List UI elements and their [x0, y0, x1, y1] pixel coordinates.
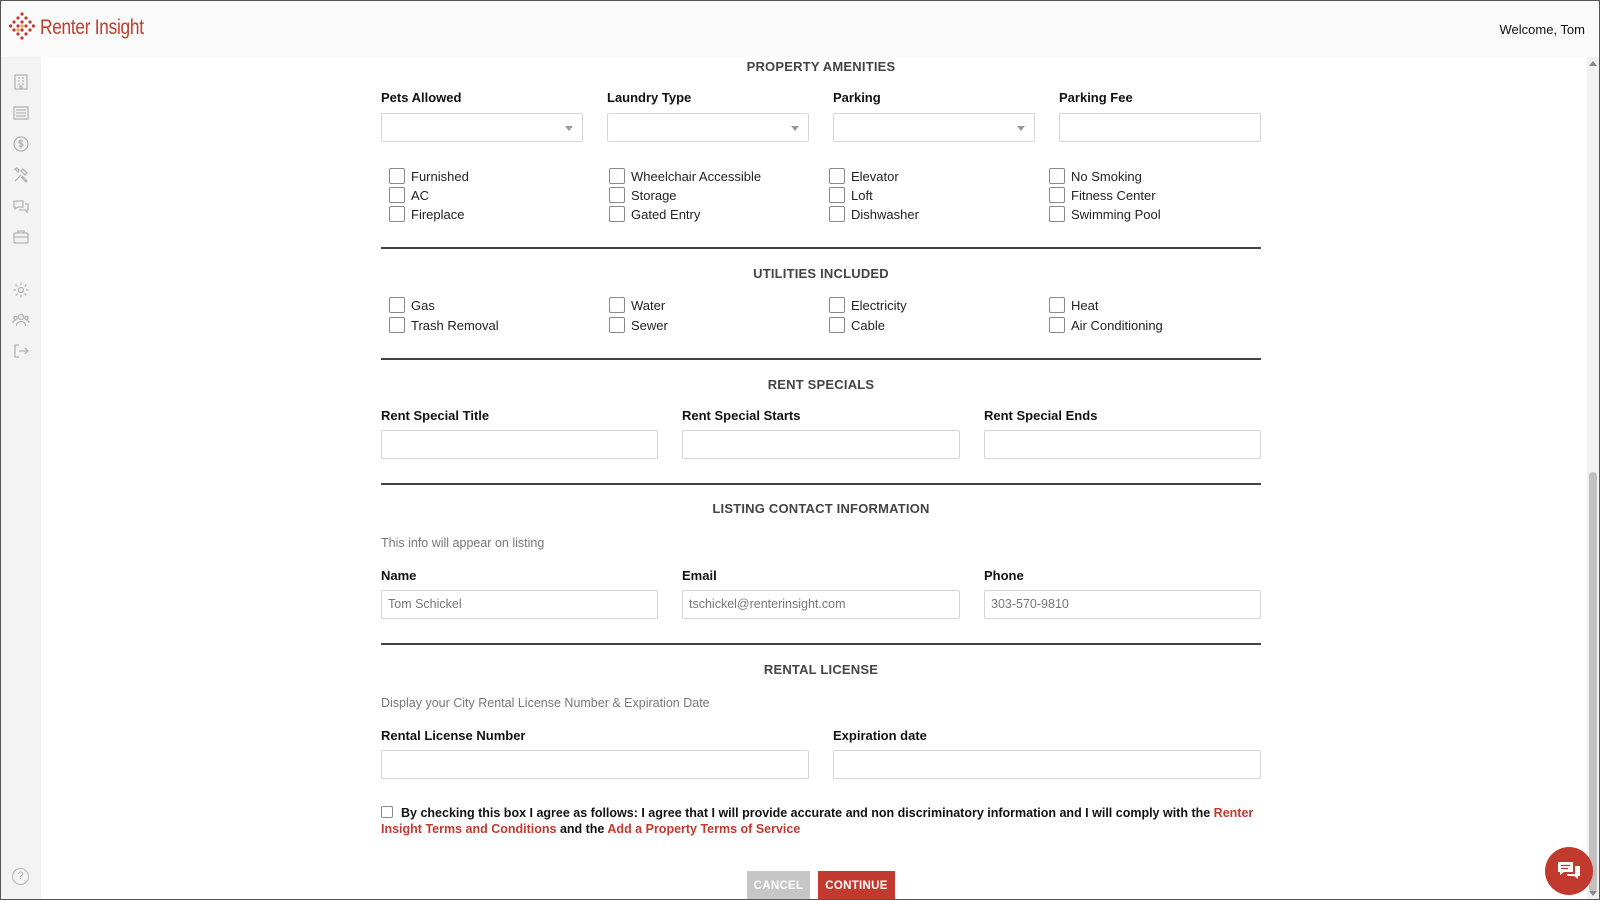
checkbox-label: Water	[631, 297, 666, 313]
amenity-checkbox-storage[interactable]	[609, 187, 677, 203]
checkbox[interactable]	[829, 297, 845, 313]
checkbox-label: Gated Entry	[631, 206, 701, 222]
license-title: RENTAL LICENSE	[763, 662, 879, 677]
checkbox-label: Furnished	[411, 168, 469, 184]
contact-email-label: Email	[682, 568, 717, 583]
contact-helper-text: This info will appear on listing	[381, 536, 545, 550]
scroll-down-arrow-icon[interactable]	[1589, 891, 1597, 896]
contact-name-input[interactable]: Tom Schickel	[381, 590, 658, 619]
amenity-checkbox-gated-entry[interactable]	[609, 206, 700, 222]
utility-checkbox-air-conditioning[interactable]	[1049, 317, 1163, 333]
checkbox[interactable]	[389, 206, 405, 222]
terms-conditions-link[interactable]: Renter Insight Terms and Conditions	[381, 806, 1254, 836]
checkbox-label: AC	[411, 187, 430, 203]
utility-checkbox-electricity[interactable]	[829, 297, 907, 313]
checkbox[interactable]	[609, 168, 625, 184]
top-bar	[1, 1, 1599, 57]
checkbox-label: Electricity	[851, 297, 907, 313]
scrollbar[interactable]	[1587, 57, 1599, 900]
checkbox-label: Loft	[851, 187, 873, 203]
terms-agreement	[381, 805, 1261, 837]
checkbox[interactable]	[829, 317, 845, 333]
utility-checkbox-water[interactable]	[609, 297, 665, 313]
list-icon[interactable]	[11, 103, 31, 123]
chat-icon[interactable]	[11, 196, 31, 216]
rent-special-starts-input[interactable]	[682, 430, 960, 459]
chat-bubble-icon	[1556, 860, 1582, 882]
amenity-checkbox-elevator[interactable]	[829, 168, 899, 184]
checkbox-label: Dishwasher	[851, 206, 919, 222]
building-icon[interactable]	[11, 72, 31, 92]
license-number-input[interactable]	[381, 750, 809, 779]
chat-widget-button[interactable]	[1545, 847, 1593, 895]
expiration-date-input[interactable]	[833, 750, 1261, 779]
contact-title: LISTING CONTACT INFORMATION	[712, 501, 930, 516]
logo-mark-icon	[9, 11, 35, 45]
chevron-down-icon	[1017, 126, 1025, 131]
checkbox-label: Trash Removal	[411, 317, 499, 333]
checkbox-label: Storage	[631, 187, 677, 203]
contact-phone-label: Phone	[984, 568, 1024, 583]
amenity-checkbox-ac[interactable]	[389, 187, 429, 203]
expiration-date-label: Expiration date	[833, 728, 927, 743]
parking-select[interactable]	[833, 113, 1035, 142]
utilities-title: UTILITIES INCLUDED	[753, 266, 889, 281]
amenity-checkbox-furnished[interactable]	[389, 168, 469, 184]
checkbox[interactable]	[1049, 317, 1065, 333]
checkbox-label: Sewer	[631, 317, 668, 333]
terms-of-service-link[interactable]: Add a Property Terms of Service	[607, 822, 801, 836]
rent-special-starts-label: Rent Special Starts	[682, 408, 801, 423]
scroll-thumb[interactable]	[1589, 472, 1597, 892]
checkbox[interactable]	[609, 206, 625, 222]
amenity-checkbox-dishwasher[interactable]	[829, 206, 919, 222]
dollar-icon[interactable]	[11, 134, 31, 154]
help-icon[interactable]: ?	[12, 868, 29, 885]
app-name: Renter Insight	[40, 16, 144, 39]
logout-icon[interactable]	[11, 341, 31, 361]
section-divider	[381, 483, 1261, 485]
section-divider	[381, 643, 1261, 645]
gear-icon[interactable]	[11, 280, 31, 300]
utility-checkbox-gas[interactable]	[389, 297, 435, 313]
briefcase-icon[interactable]	[11, 227, 31, 247]
checkbox[interactable]	[1049, 187, 1065, 203]
utility-checkbox-heat[interactable]	[1049, 297, 1098, 313]
checkbox-label: Cable	[851, 317, 885, 333]
laundry-type-select[interactable]	[607, 113, 809, 142]
rent-specials-title: RENT SPECIALS	[767, 377, 875, 392]
checkbox[interactable]	[829, 168, 845, 184]
terms-text: By checking this box I agree as follows: I agree that I will provide accurate and non discriminatory information and I will comply with the	[401, 806, 1214, 820]
license-helper-text: Display your City Rental License Number & Expiration Date	[381, 696, 710, 710]
chevron-down-icon	[791, 126, 799, 131]
contact-name-label: Name	[381, 568, 417, 583]
rent-special-ends-label: Rent Special Ends	[984, 408, 1098, 423]
checkbox[interactable]	[829, 187, 845, 203]
utility-checkbox-trash[interactable]	[389, 317, 499, 333]
checkbox[interactable]	[829, 206, 845, 222]
section-divider	[381, 247, 1261, 249]
rent-special-title-label: Rent Special Title	[381, 408, 490, 423]
amenity-checkbox-fireplace[interactable]	[389, 206, 464, 222]
checkbox[interactable]	[1049, 206, 1065, 222]
checkbox-label: Wheelchair Accessible	[631, 168, 762, 184]
checkbox-label: Gas	[411, 297, 435, 313]
amenity-checkbox-wheelchair[interactable]	[609, 168, 761, 184]
amenity-checkbox-loft[interactable]	[829, 187, 873, 203]
amenities-title: PROPERTY AMENITIES	[746, 59, 896, 74]
checkbox[interactable]	[389, 297, 405, 313]
checkbox[interactable]	[389, 187, 405, 203]
pets-allowed-select[interactable]	[381, 113, 583, 142]
checkbox[interactable]	[389, 168, 405, 184]
utility-checkbox-sewer[interactable]	[609, 317, 668, 333]
rent-special-title-input[interactable]	[381, 430, 658, 459]
parking-fee-input[interactable]	[1059, 113, 1261, 142]
rent-special-ends-input[interactable]	[984, 430, 1261, 459]
terms-text-middle: and the	[556, 822, 608, 836]
checkbox[interactable]	[1049, 297, 1065, 313]
cancel-button[interactable]: CANCEL	[747, 871, 810, 900]
checkbox[interactable]	[609, 297, 625, 313]
parking-fee-label: Parking Fee	[1059, 90, 1133, 105]
utility-checkbox-cable[interactable]	[829, 317, 885, 333]
checkbox[interactable]	[609, 317, 625, 333]
welcome-text: Welcome, Tom	[1499, 22, 1585, 37]
laundry-type-label: Laundry Type	[607, 90, 692, 105]
scroll-up-arrow-icon[interactable]	[1589, 61, 1597, 66]
checkbox-label: Fireplace	[411, 206, 465, 222]
license-number-label: Rental License Number	[381, 728, 526, 743]
pets-allowed-label: Pets Allowed	[381, 90, 462, 105]
checkbox[interactable]	[1049, 168, 1065, 184]
chevron-down-icon	[565, 126, 573, 131]
terms-checkbox[interactable]	[381, 806, 393, 818]
checkbox-label: Swimming Pool	[1071, 206, 1161, 222]
checkbox[interactable]	[609, 187, 625, 203]
tools-icon[interactable]	[11, 165, 31, 185]
logo[interactable]	[9, 11, 167, 45]
sidebar	[1, 57, 41, 900]
checkbox[interactable]	[389, 317, 405, 333]
amenity-checkbox-fitness-center[interactable]	[1049, 187, 1156, 203]
contact-email-input[interactable]: tschickel@renterinsight.com	[682, 590, 960, 619]
parking-label: Parking	[833, 90, 881, 105]
users-icon[interactable]	[11, 310, 31, 330]
checkbox-label: No Smoking	[1071, 168, 1142, 184]
checkbox-label: Fitness Center	[1071, 187, 1156, 203]
checkbox-label: Elevator	[851, 168, 899, 184]
amenity-checkbox-no-smoking[interactable]	[1049, 168, 1142, 184]
contact-phone-input[interactable]: 303-570-9810	[984, 590, 1261, 619]
checkbox-label: Air Conditioning	[1071, 317, 1163, 333]
section-divider	[381, 358, 1261, 360]
amenity-checkbox-swimming-pool[interactable]	[1049, 206, 1161, 222]
checkbox-label: Heat	[1071, 297, 1099, 313]
continue-button[interactable]: CONTINUE	[818, 871, 895, 900]
